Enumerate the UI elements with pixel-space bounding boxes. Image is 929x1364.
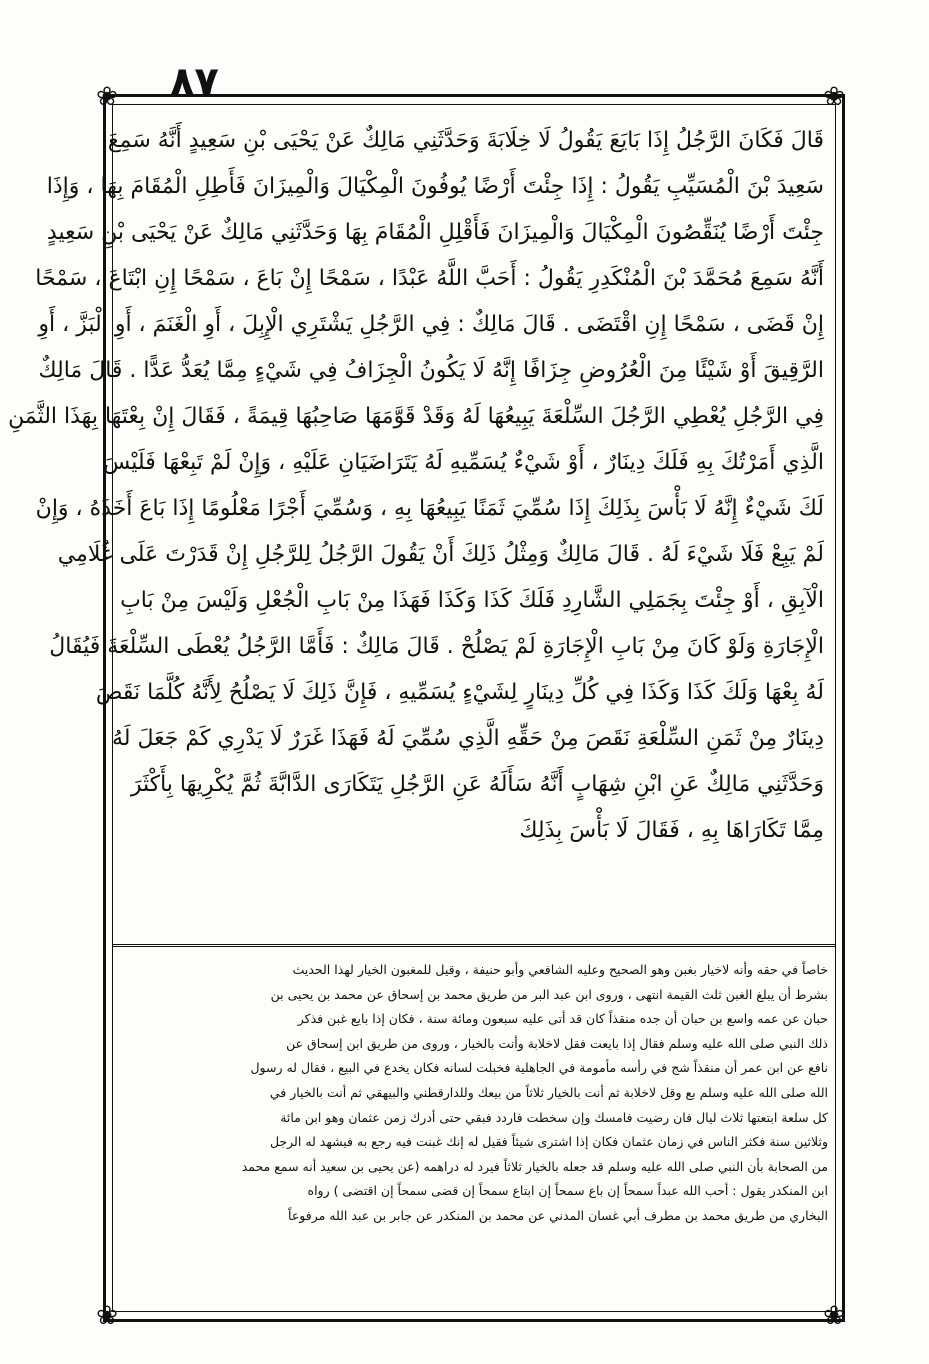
main-text-line: وَحَدَّثَنِي مَالِكٌ عَنِ ابْنِ شِهَابٍ أَنَّهُ سَأَلَهُ عَنِ الرَّجُلِ يَتَكَارَى الدَّابَّةَ ثُمَّ يُكْرِيهَا بِأَكْثَرَ	[130, 772, 824, 797]
main-text-line: الرَّقِيقَ أَوْ شَيْئًا مِنَ الْعُرُوضِ جِزَافًا إِنَّهُ لَا يَكُونُ الْجِزَافُ فِي شَيْءٍ مِمَّا يُعَدُّ عَدًّا . قَالَ مَالِكٌ	[38, 358, 824, 383]
corner-flower-ornament-icon: ❀	[96, 82, 118, 112]
main-text-body	[8, 118, 830, 854]
main-text-line: الَّذِي أَمَرْتُكَ بِهِ فَلَكَ دِينَارٌ ، أَوْ شَيْءٌ يُسَمِّيهِ لَهُ يَتَرَاضَيَانِ عَلَيْهِ ، وَإِنْ لَمْ تَبِعْهَا فَلَيْسَ	[103, 450, 824, 475]
corner-flower-ornament-icon: ❀	[823, 82, 845, 112]
footnote-line: بشرط أن يبلغ الغبن ثلث القيمة انتهى ، وروى ابن عبد البر من طريق محمد بن إسحاق عن محمد بن يحيى بن	[270, 986, 828, 1002]
main-text-line: الْآبِقِ ، أَوْ جِئْتَ بِجَمَلِي الشَّارِدِ فَلَكَ كَذَا وَكَذَا فَهَذَا مِنْ بَابِ الْجُعْلِ وَلَيْسَ مِنْ بَابِ	[120, 588, 824, 613]
main-text-line: لَكَ شَيْءٌ إِنَّهُ لَا بَأْسَ بِذَلِكَ إِذَا سُمِّيَ ثَمَنًا يَبِيعُهَا بِهِ ، وَسُمِّيَ أَجْرًا مَعْلُومًا إِذَا بَاعَ أَخَذَهُ ، وَإِنْ	[35, 496, 824, 521]
footnote-line: من الصحابة بأن النبي صلى الله عليه وسلم قد جعله بالخيار ثلاثاً فيرد له دراهمه (عن يحيى بن سعيد أنه سمع محمد	[241, 1158, 828, 1174]
main-text-line: إِنْ قَضَى ، سَمْحًا إِنِ اقْتَضَى . قَالَ مَالِكٌ : فِي الرَّجُلِ يَشْتَرِي الْإِبِلَ ، أَوِ الْغَنَمَ ، أَوِ الْبَزَّ ، أَوِ	[38, 312, 824, 337]
main-text-line: فِي الرَّجُلِ يُعْطِي الرَّجُلَ السِّلْعَةَ يَبِيعُهَا لَهُ وَقَدْ قَوَّمَهَا صَاحِبُهَا قِيمَةً ، فَقَالَ إِنْ بِعْتَهَا بِهَذَا الثَّمَنِ	[8, 404, 824, 429]
main-text-line: مِمَّا تَكَارَاهَا بِهِ ، فَقَالَ لَا بَأْسَ بِذَلِكَ	[519, 818, 824, 843]
main-text-line: لَمْ يَبِعْ فَلَا شَيْءَ لَهُ . قَالَ مَالِكٌ وَمِثْلُ ذَلِكَ أَنْ يَقُولَ الرَّجُلُ لِلرَّجُلِ إِنْ قَدَرْتَ عَلَى غُلَامِي	[57, 542, 824, 567]
main-text-line: أَنَّهُ سَمِعَ مُحَمَّدَ بْنَ الْمُنْكَدِرِ يَقُولُ : أَحَبَّ اللَّهُ عَبْدًا ، سَمْحًا إِنْ بَاعَ ، سَمْحًا إِنِ ابْتَاعَ ، سَمْحًا	[35, 266, 824, 291]
main-text-line: الْإِجَارَةِ وَلَوْ كَانَ مِنْ بَابِ الْإِجَارَةِ لَمْ يَصْلُحْ . قَالَ مَالِكٌ : فَأَمَّا الرَّجُلُ يُعْطَى السِّلْعَةَ فَيُقَالُ	[49, 634, 824, 659]
main-text-line: لَهُ بِعْهَا وَلَكَ كَذَا وَكَذَا فِي كُلِّ دِينَارٍ لِشَيْءٍ يُسَمِّيهِ ، فَإِنَّ ذَلِكَ لَا يَصْلُحُ لِأَنَّهُ كُلَّمَا نَقَصَ	[95, 680, 824, 705]
footnote-line: ابن المنكدر يقول : أحب الله عبداً سمحاً إن باع سمحاً إن ابتاع سمحاً إن قضى سمحاً إن اقتضى ) رواه	[307, 1183, 828, 1199]
main-text-line: جِئْتَ أَرْضًا يُنَقِّصُونَ الْمِكْيَالَ وَالْمِيزَانَ فَأَقْلِلِ الْمُقَامَ بِهَا وَحَدَّثَنِي مَالِكٌ عَنْ يَحْيَى بْنِ سَعِيدٍ	[46, 220, 824, 245]
footnote-line: وثلاثين سنة فكثر الناس في زمان عثمان فكان إذا اشترى شيئاً فقيل له إنك غبنت فيه رجع به فيشهد له الرجل	[269, 1134, 828, 1150]
footnote-line: نافع عن ابن عمر أن منقذاً شج في رأسه مأمومة في الجاهلية فخبلت لسانه فكان يخدع في البيع ، فقال له رسول	[250, 1060, 828, 1076]
corner-flower-ornament-icon: ❀	[823, 1301, 845, 1331]
footnote-line: كل سلعة ابتعتها ثلاث ليال فان رضيت فامسك وإن سخطت فاردد فبقي حتى أدرك زمن عثمان وهو ابن مائة	[280, 1109, 828, 1125]
footnote-divider	[112, 944, 836, 947]
corner-flower-ornament-icon: ❀	[96, 1301, 118, 1331]
footnote-line: البخاري من طريق محمد بن مطرف أبي غسان المدني عن محمد بن المنكدر عن جابر بن عبد الله مرفوعاً	[288, 1207, 828, 1223]
main-text-line: قَالَ فَكَانَ الرَّجُلُ إِذَا بَايَعَ يَقُولُ لَا خِلَابَةَ وَحَدَّثَنِي مَالِكٌ عَنْ يَحْيَى بْنِ سَعِيدٍ أَنَّهُ سَمِعَ	[107, 128, 824, 153]
main-text-line: دِينَارٌ مِنْ ثَمَنِ السِّلْعَةِ نَقَصَ مِنْ حَقِّهِ الَّذِي سُمِّيَ لَهُ فَهَذَا غَرَرٌ لَا يَدْرِي كَمْ جَعَلَ لَهُ	[112, 726, 824, 751]
footnote-line: حبان عن عمه واسع بن حبان أن جده منقذاً كان قد أتى عليه سبعون ومائة سنة ، فكان إذا بايع غبن فذكر	[297, 1011, 828, 1027]
footnote-line: الله صلى الله عليه وسلم بع وقل لاخلابة ثم أنت بالخيار ثلاثاً من بيعك وللدارقطني والبيهقي ثم أنت بالخيار في	[269, 1084, 828, 1100]
footnote-line: ذلك النبي صلى الله عليه وسلم فقال إذا بايعت فقل لاخلابة وأنت بالخيار ، وروى من طريق ابن إسحاق عن	[286, 1035, 828, 1051]
page-number: ٨٧	[170, 59, 219, 105]
footnote-line: خاصاً في حقه وأنه لاخيار بغبن وهو الصحيح وعليه الشافعي وأبو حنيفة ، وقيل للمغبون الخيار لهذا الحديث	[292, 962, 828, 977]
main-text-line: سَعِيدَ بْنَ الْمُسَيِّبِ يَقُولُ : إِذَا جِئْتَ أَرْضًا يُوفُونَ الْمِكْيَالَ وَالْمِيزَانَ فَأَطِلِ الْمُقَامَ بِهَا ، وَإِذَا	[46, 174, 824, 199]
footnotes-section	[120, 958, 828, 1229]
